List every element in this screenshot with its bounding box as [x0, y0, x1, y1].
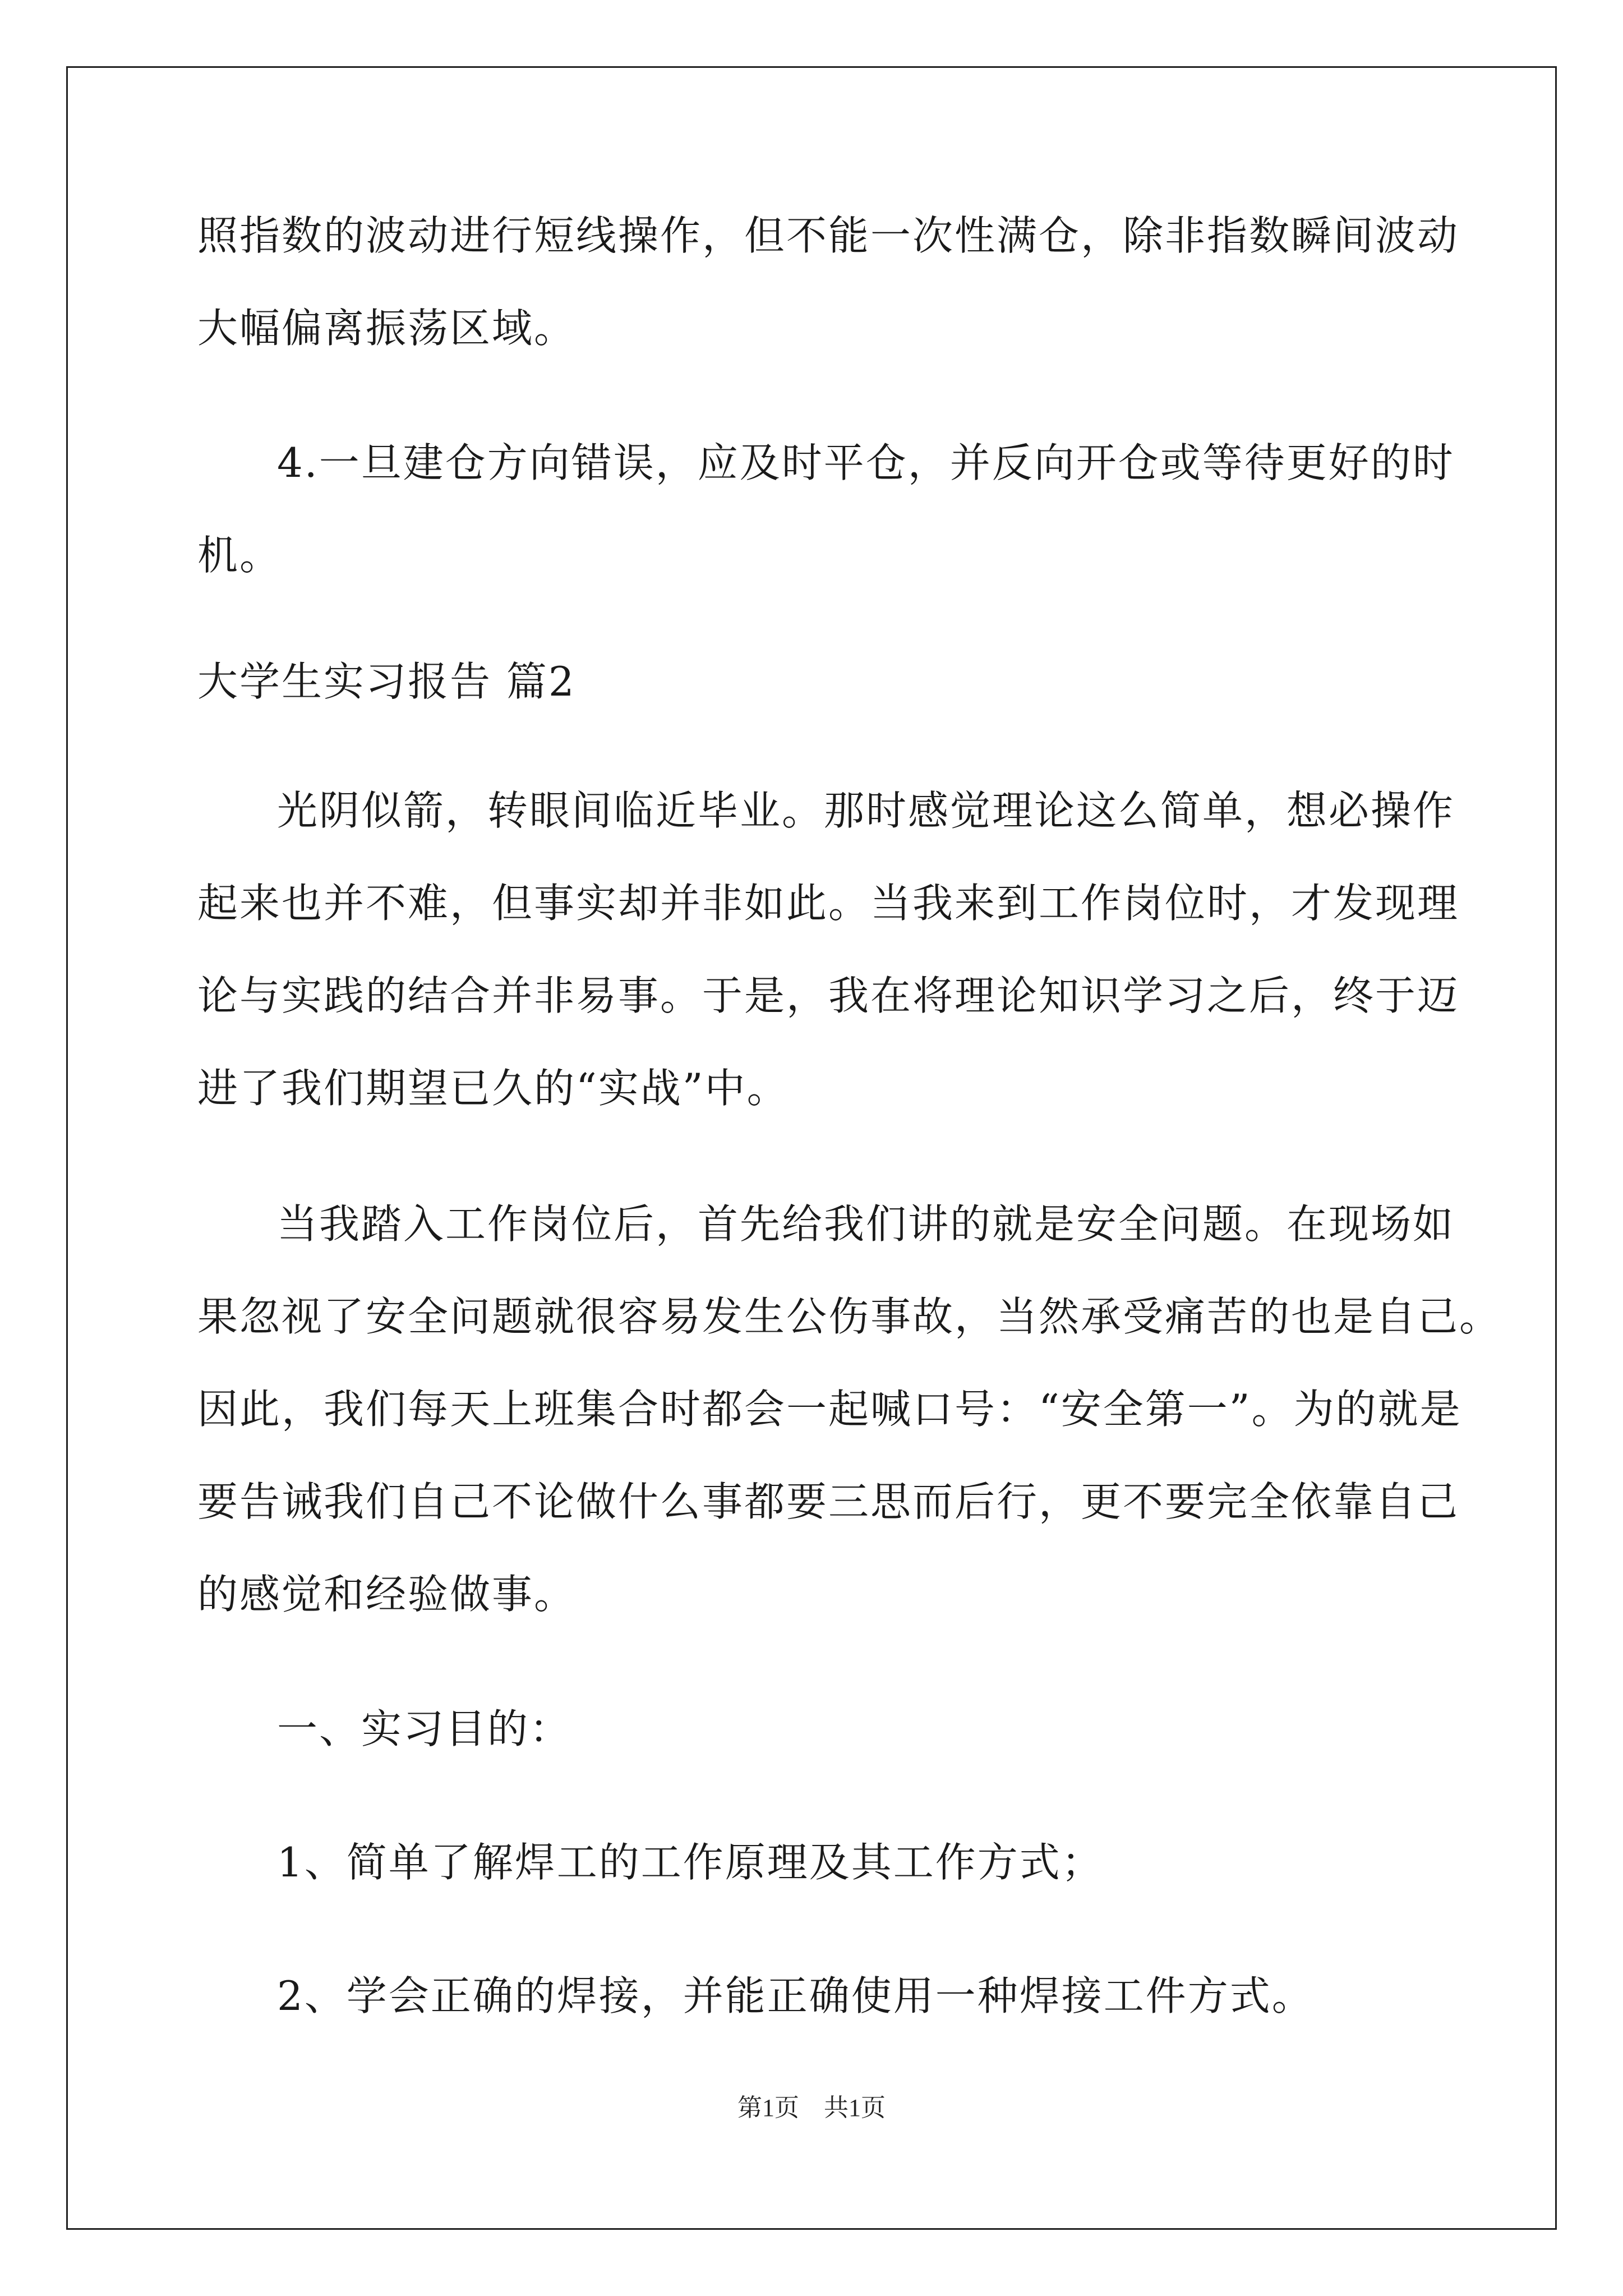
paragraph-line: 的感觉和经验做事。: [197, 1571, 577, 1618]
paragraph-line: 果忽视了安全问题就很容易发生公伤事故，当然承受痛苦的也是自己。: [197, 1293, 1502, 1340]
page-border: [66, 66, 1557, 2230]
paragraph-line: 进了我们期望已久的“实战”中。: [197, 1065, 789, 1112]
paragraph-line: 机。: [197, 532, 282, 579]
section-heading: 大学生实习报告 篇2: [197, 658, 576, 705]
paragraph-line: 起来也并不难，但事实却并非如此。当我来到工作岗位时，才发现理: [197, 880, 1460, 927]
list-item-2: 2、学会正确的焊接，并能正确使用一种焊接工件方式。: [277, 1972, 1314, 2019]
list-item-4: 4.一旦建仓方向错误，应及时平仓，并反向开仓或等待更好的时: [277, 439, 1455, 486]
page-number-footer: 第1页 共1页: [737, 2094, 886, 2122]
paragraph-line: 光阴似箭，转眼间临近毕业。那时感觉理论这么简单，想必操作: [277, 787, 1455, 834]
paragraph-line: 论与实践的结合并非易事。于是，我在将理论知识学习之后，终于迈: [197, 972, 1460, 1019]
paragraph-line: 照指数的波动进行短线操作，但不能一次性满仓，除非指数瞬间波动: [197, 212, 1460, 259]
list-item-1: 1、简单了解焊工的工作原理及其工作方式；: [277, 1839, 1104, 1886]
subsection-heading: 一、实习目的：: [277, 1705, 572, 1752]
paragraph-line: 因此，我们每天上班集合时都会一起喊口号：“安全第一”。为的就是: [197, 1386, 1462, 1433]
paragraph-line: 当我踏入工作岗位后，首先给我们讲的就是安全问题。在现场如: [277, 1200, 1455, 1248]
paragraph-line: 要告诫我们自己不论做什么事都要三思而后行，更不要完全依靠自己: [197, 1478, 1460, 1525]
paragraph-line: 大幅偏离振荡区域。: [197, 305, 577, 352]
